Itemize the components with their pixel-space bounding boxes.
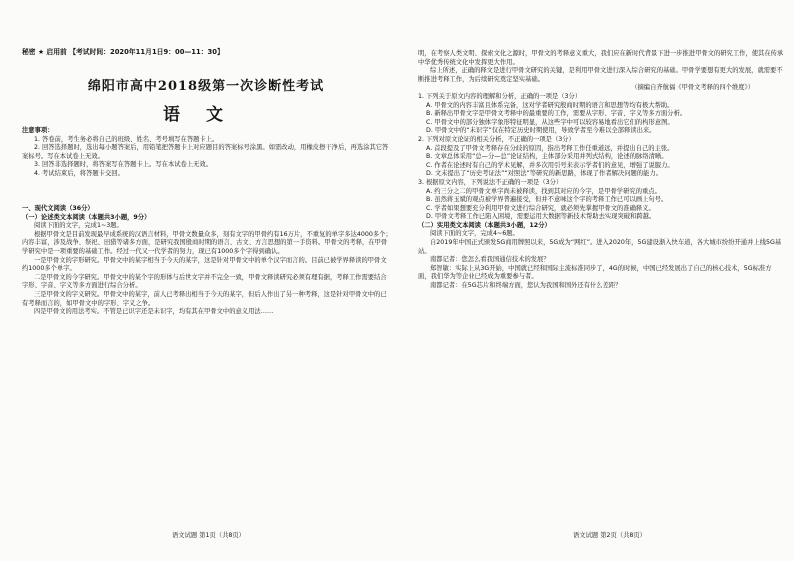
option: C. 作者在论述时有自己的学术见解，并多次用引号来表示学者们的意见，增强了说服力。 [426,161,674,169]
note-item: 3. 回答非选择题时，将答案写在答题卡上。写在本试卷上无效。 [34,161,213,169]
exam-title: 绵阳市高中2018级第一次诊断性考试 [87,79,325,94]
question: 3. 根据原文内容，下列说法不正确的一项是（3分） [418,178,563,186]
option: A. 甲骨文的内容丰富且体系完备，这对学者研究殷商时期的语言和思想等均有极大帮助。 [426,101,674,109]
notes-heading: 注意事项： [22,127,54,134]
instruction: 阅读下面的文字，完成4~6题。 [430,230,519,238]
option: B. 虽然蒋玉斌的观点被学界普遍接受，但并不意味这个字的考释工作已可以画上句号。 [426,196,668,204]
paragraph: 南都记者：在5G芯片和终端方面，您认为我国和国外还有什么差距？ [430,282,622,290]
subject-title: 语文 [163,105,249,125]
secret-header [22,46,224,56]
option: D. 甲骨文考释工作已陷入困境，需要运用大数据等新技术帮助去实现突破和跨越。 [426,213,656,221]
note-item: 1. 答卷前，考生务必将自己的班级、姓名、考号填写在答题卡上。 [34,135,219,143]
instruction: 阅读下面的文字，完成1~3题。 [34,222,123,230]
part-heading: 一、现代文阅读（36分） [22,205,94,212]
paragraph: 四是甲骨文的用法考实。不管是已识字还是未识字，均有其在甲骨文中的意义用法…… [34,308,274,316]
paragraph: 南都记者：您怎么看我国通信技术的发展？ [430,256,550,264]
option: D. 甲骨文中的“未识字”仅在特定历史时期使用，导致学者至今难以全部释读出来。 [426,127,656,135]
option: B. 新释出甲骨文字是甲骨文考释中的最重要的工作，需要从字形、字音、字义等多方面分析。 [426,110,687,118]
notes-section [22,127,392,179]
subpart-heading: （二）实用类文本阅读（本题共3小题，12分） [418,221,551,229]
right-column [418,50,784,291]
paragraph: 根据甲骨文是目前发现最早成系统的汉语言材料，甲骨文数量众多，刻有文字的甲骨约有16万片，不重复的单字多达4000多个；内容丰富，涉及战争、祭祀、田猎等诸多方面，是研究我国殷商时期的语言、古文、方言思想的第一手资料。甲骨文的考释，在甲骨学研究中是一项重要的基础工作。经过一代又一代学者的努力，现已有1000多个字得到确认。 [22,230,392,255]
paragraph: 二是甲骨文的今字研究。甲骨文中的某个字的形体与后世文字并不完全一致，甲骨文释读研究必须有理有据，考释工作需要结合字形、字音、字义等多方面进行综合分析。 [22,273,387,290]
page-footer-right: 语文试题 第2页（共8页） [573,532,646,539]
question: 2. 下列对原文论证的相关分析，不正确的一项是（3分） [418,135,575,143]
source-note: （摘编自齐航福《甲骨文考释的四个维度》） [631,84,754,92]
option: B. 文章总体采用“总—分—总”论证结构，主体部分采用并列式结构，论述的脉络清晰。 [426,153,668,161]
exam-time: 【考试时间：2020年11月1日9：00—11：30】 [69,48,224,56]
option: C. 甲骨文中的部分独体字象形特征明显，从这些字中可以较容易地看出它们的构形意图。 [426,118,674,126]
paragraph: 自2019年中国正式颁发5G商用牌照以来，5G成为“网红”。进入2020年，5G建设渐入快车道，各大城市纷纷开通并上线5G基站。 [418,239,782,255]
note-item: 2. 回答选择题时，选出每小题答案后，用铅笔把答题卡上对应题目的答案标号涂黑。如需改动，用橡皮擦干净后，再选涂其它答案标号。写在本试卷上无效。 [22,144,389,160]
paragraph: 一是甲骨文的字形研究。甲骨文中的某字相当于今天的某字，这是针对甲骨文中的单个汉字而言的。目前已被学界释读的甲骨文约1000多个单字。 [22,256,387,273]
paragraph: 明，在考察人类文明、探索文化之源时，甲骨文的考释意义重大，我们应在新时代背景下进一步推进甲骨文的研究工作，使其在传承中华优秀传统文化中发挥更大作用。 [418,50,784,66]
paragraph: 三是甲骨文的字义研究。甲骨文中的某字，前人已考释出相当于今天的某字，但后人作出了另一种考释，这是针对甲骨文中的已有考释而言的，如甲骨文中的字形、字义之争。 [22,290,387,307]
option: A. 约三分之二的甲骨文单字尚未被释读，找到其对应的今字，是甲骨学研究的重点。 [426,187,661,195]
option: C. 学者如果想要充分利用甲骨文进行综合研究，就必须先掌握甲骨文的准确释义。 [426,204,655,212]
secret-label: 秘密 ★ 启用前 [22,48,67,56]
paragraph: 综上所述，正确的释文是进行甲骨文研究的关键，是利用甲骨文进行深入综合研究的基础。甲骨学要想有更大的发展，就需要不断推进考释工作，为后续研究奠定坚实基础。 [418,67,783,83]
paragraph: 郑智敏：实际上从3G开始，中国就已经和国际主流标准同步了，4G的时候，中国已经发展出了自己的核心技术，5G标准方面，我们华为等企业已经成为重要参与者。 [418,264,772,281]
page-footer-left: 语文试题 第1页（共8页） [172,532,245,539]
subpart-heading: （一）论述类文本阅读（本题共3小题，9分） [22,213,151,221]
reading-section [22,205,392,317]
option: D. 文末提出了“历史考证法”“对照法”等研究的新思路，体现了作者解决问题的能力。 [426,170,662,178]
question: 1. 下列关于原文内容的理解和分析，正确的一项是（3分） [418,92,582,100]
note-item: 4. 考试结束后，将答题卡交回。 [34,169,124,177]
option: A. 首段提及了甲骨文考释存在分歧的原因，指出考释工作任重道远，并提出自己的主张。 [426,144,674,152]
